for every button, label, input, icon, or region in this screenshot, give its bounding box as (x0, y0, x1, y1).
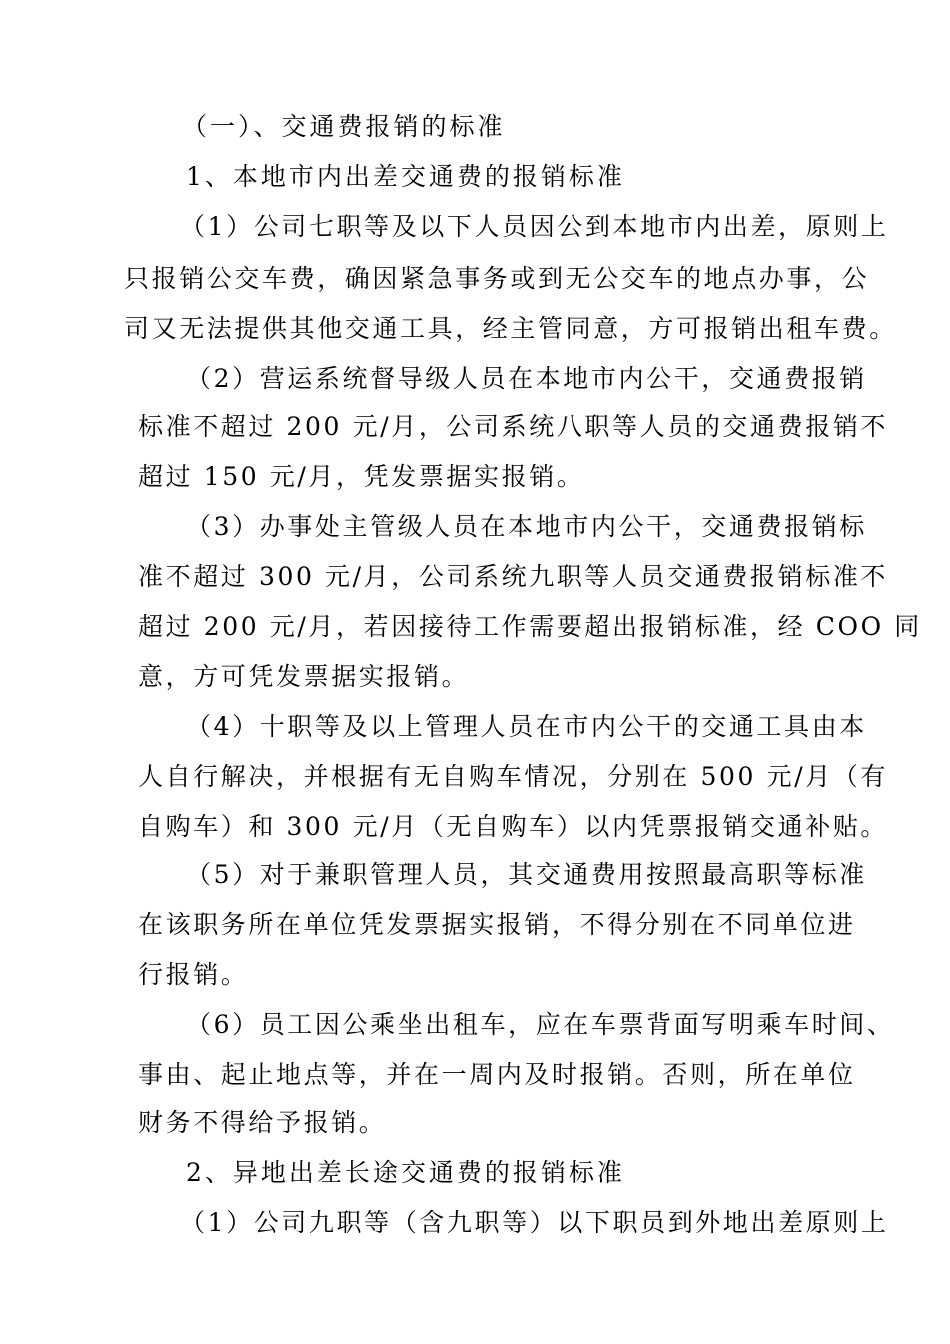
paragraph-line: 财务不得给予报销。 (138, 1108, 387, 1137)
paragraph-line: 在该职务所在单位凭发票据实报销，不得分别在不同单位进 (138, 910, 856, 939)
paragraph-line: （4）十职等及以上管理人员在市内公干的交通工具由本 (186, 712, 867, 741)
paragraph-line: （2）营运系统督导级人员在本地市内公干，交通费报销 (186, 364, 867, 393)
paragraph-line: 人自行解决，并根据有无自购车情况，分别在 500 元/月（有 (138, 762, 889, 791)
paragraph-line: 准不超过 300 元/月，公司系统九职等人员交通费报销标准不 (138, 562, 889, 591)
paragraph-line: 只报销公交车费，确因紧急事务或到无公交车的地点办事，公 (124, 264, 870, 293)
paragraph-line: 超过 200 元/月，若因接待工作需要超出报销标准，经 COO 同 (138, 612, 922, 641)
paragraph-line: 标准不超过 200 元/月，公司系统八职等人员的交通费报销不 (138, 412, 889, 441)
paragraph-line: （3）办事处主管级人员在本地市内公干，交通费报销标 (186, 512, 867, 541)
section-heading: （一）、交通费报销的标准 (182, 112, 506, 141)
paragraph-line: （1）公司九职等（含九职等）以下职员到外地出差原则上 (180, 1208, 889, 1237)
paragraph-line: 意，方可凭发票据实报销。 (138, 662, 470, 691)
paragraph-line: 事由、起止地点等，并在一周内及时报销。否则，所在单位 (138, 1060, 856, 1089)
paragraph-line: 自购车）和 300 元/月（无自购车）以内凭票报销交通补贴。 (138, 812, 889, 841)
paragraph-line: （6）员工因公乘坐出租车，应在车票背面写明乘车时间、 (186, 1010, 895, 1039)
paragraph-line: （5）对于兼职管理人员，其交通费用按照最高职等标准 (186, 860, 867, 889)
paragraph-line: （1）公司七职等及以下人员因公到本地市内出差，原则上 (180, 212, 889, 241)
subsection-heading: 2、异地出差长途交通费的报销标准 (186, 1158, 625, 1187)
subsection-heading: 1、本地市内出差交通费的报销标准 (186, 162, 625, 191)
paragraph-line: 超过 150 元/月，凭发票据实报销。 (138, 462, 585, 491)
paragraph-line: 司又无法提供其他交通工具，经主管同意，方可报销出租车费。 (124, 314, 897, 343)
paragraph-line: 行报销。 (138, 960, 249, 989)
